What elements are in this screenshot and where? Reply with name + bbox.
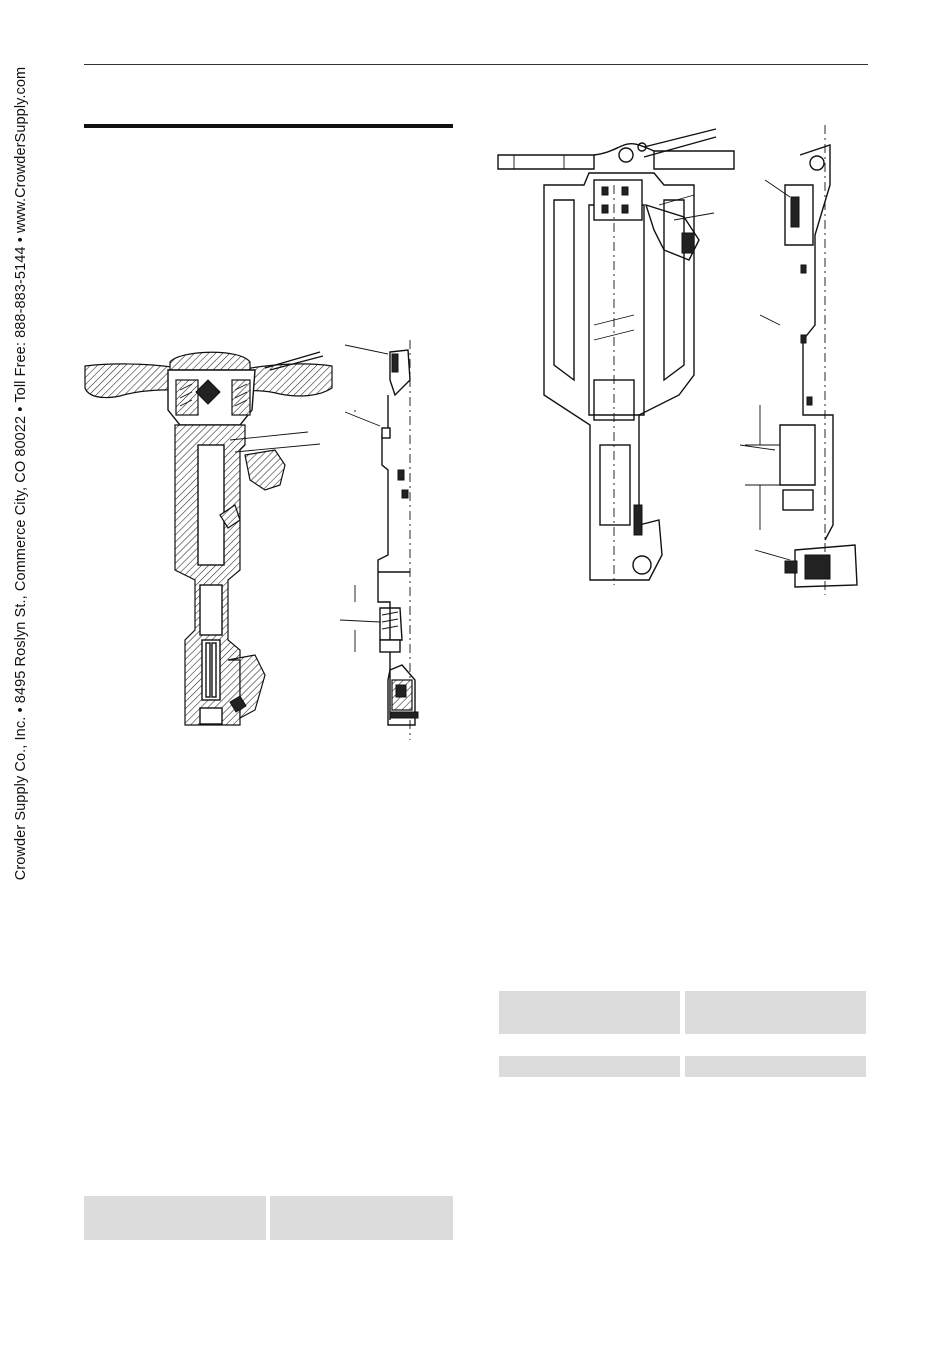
right-table-2-header-cell-2 [685, 1056, 866, 1077]
breaker-outline-figure [494, 125, 724, 585]
header-rule [84, 64, 868, 65]
right-table-2-header-cell-1 [499, 1056, 680, 1077]
breaker-side-profile-figure [340, 340, 450, 740]
section-heading-rule [84, 124, 453, 128]
right-table-1-header-cell-2 [685, 991, 866, 1034]
left-table-header-cell-2 [270, 1196, 453, 1240]
breaker-cross-section-figure [80, 340, 330, 730]
right-table-1-header-cell-1 [499, 991, 680, 1034]
company-sidebar-text: Crowder Supply Co., Inc. • 8495 Roslyn St., Commerce City, CO 80022 • Toll Free: 888-883-5144 • www.CrowderSupply.com [13, 66, 29, 881]
left-table-header-cell-1 [84, 1196, 266, 1240]
breaker-side-outline-figure [735, 125, 865, 595]
